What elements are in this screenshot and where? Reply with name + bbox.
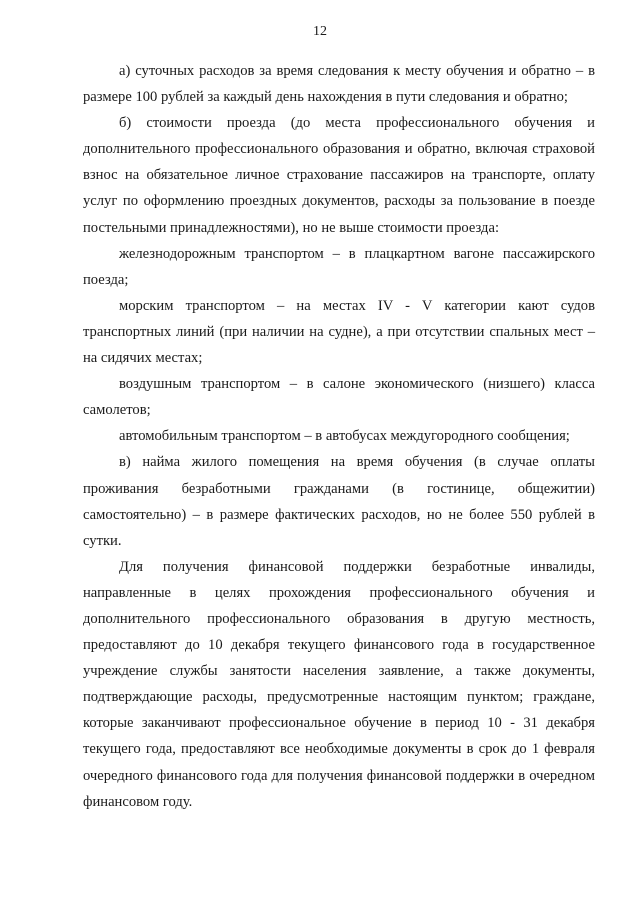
page-number: 12 — [313, 24, 327, 39]
paragraph-daily-expenses: а) суточных расходов за время следования к месту обучения и обратно – в размере 100 рублей за каждый день нахождения в пути следования и обратно; — [83, 63, 595, 106]
paragraph-financial-support: Для получения финансовой поддержки безработные инвалиды, направленные в целях прохождения профессионального обучения и дополнительного профессионального образования в другую местность, предоставляют до 10 декабря текущего финансового года в государственное учреждение службы занятости населения заявление, а также документы, подтверждающие расходы, предусмотренные настоящим пунктом; граждане, которые заканчивают профессиональное обучение в период 10 - 31 декабря текущего года, предоставляют все необходимые документы в срок до 1 февраля очередного финансового года для получения финансовой поддержки в очередном финансовом году. — [83, 558, 595, 810]
paragraph-road: автомобильным транспортом – в автобусах междугородного сообщения; — [119, 428, 570, 445]
document-body — [83, 58, 595, 815]
paragraph-air: воздушным транспортом – в салоне экономического (низшего) класса самолетов; — [83, 376, 595, 419]
paragraph-accommodation: в) найма жилого помещения на время обучения (в случае оплаты проживания безработными гражданами (в гостинице, общежитии) самостоятельно) – в размере фактических расходов, но не более 550 рублей в сутки. — [83, 454, 595, 549]
paragraph-travel-cost: б) стоимости проезда (до места профессионального обучения и дополнительного профессионального образования и обратно, включая страховой взнос на обязательное личное страхование пассажиров на транспорте, оплату услуг по оформлению проездных документов, расходы за пользование в поезде постельными принадлежностями), но не выше стоимости проезда: — [83, 115, 595, 236]
paragraph-sea: морским транспортом – на местах IV - V категории кают судов транспортных линий (при наличии на судне), а при отсутствии спальных мест – на сидячих местах; — [83, 297, 595, 367]
paragraph-railway: железнодорожным транспортом – в плацкартном вагоне пассажирского поезда; — [83, 245, 595, 288]
